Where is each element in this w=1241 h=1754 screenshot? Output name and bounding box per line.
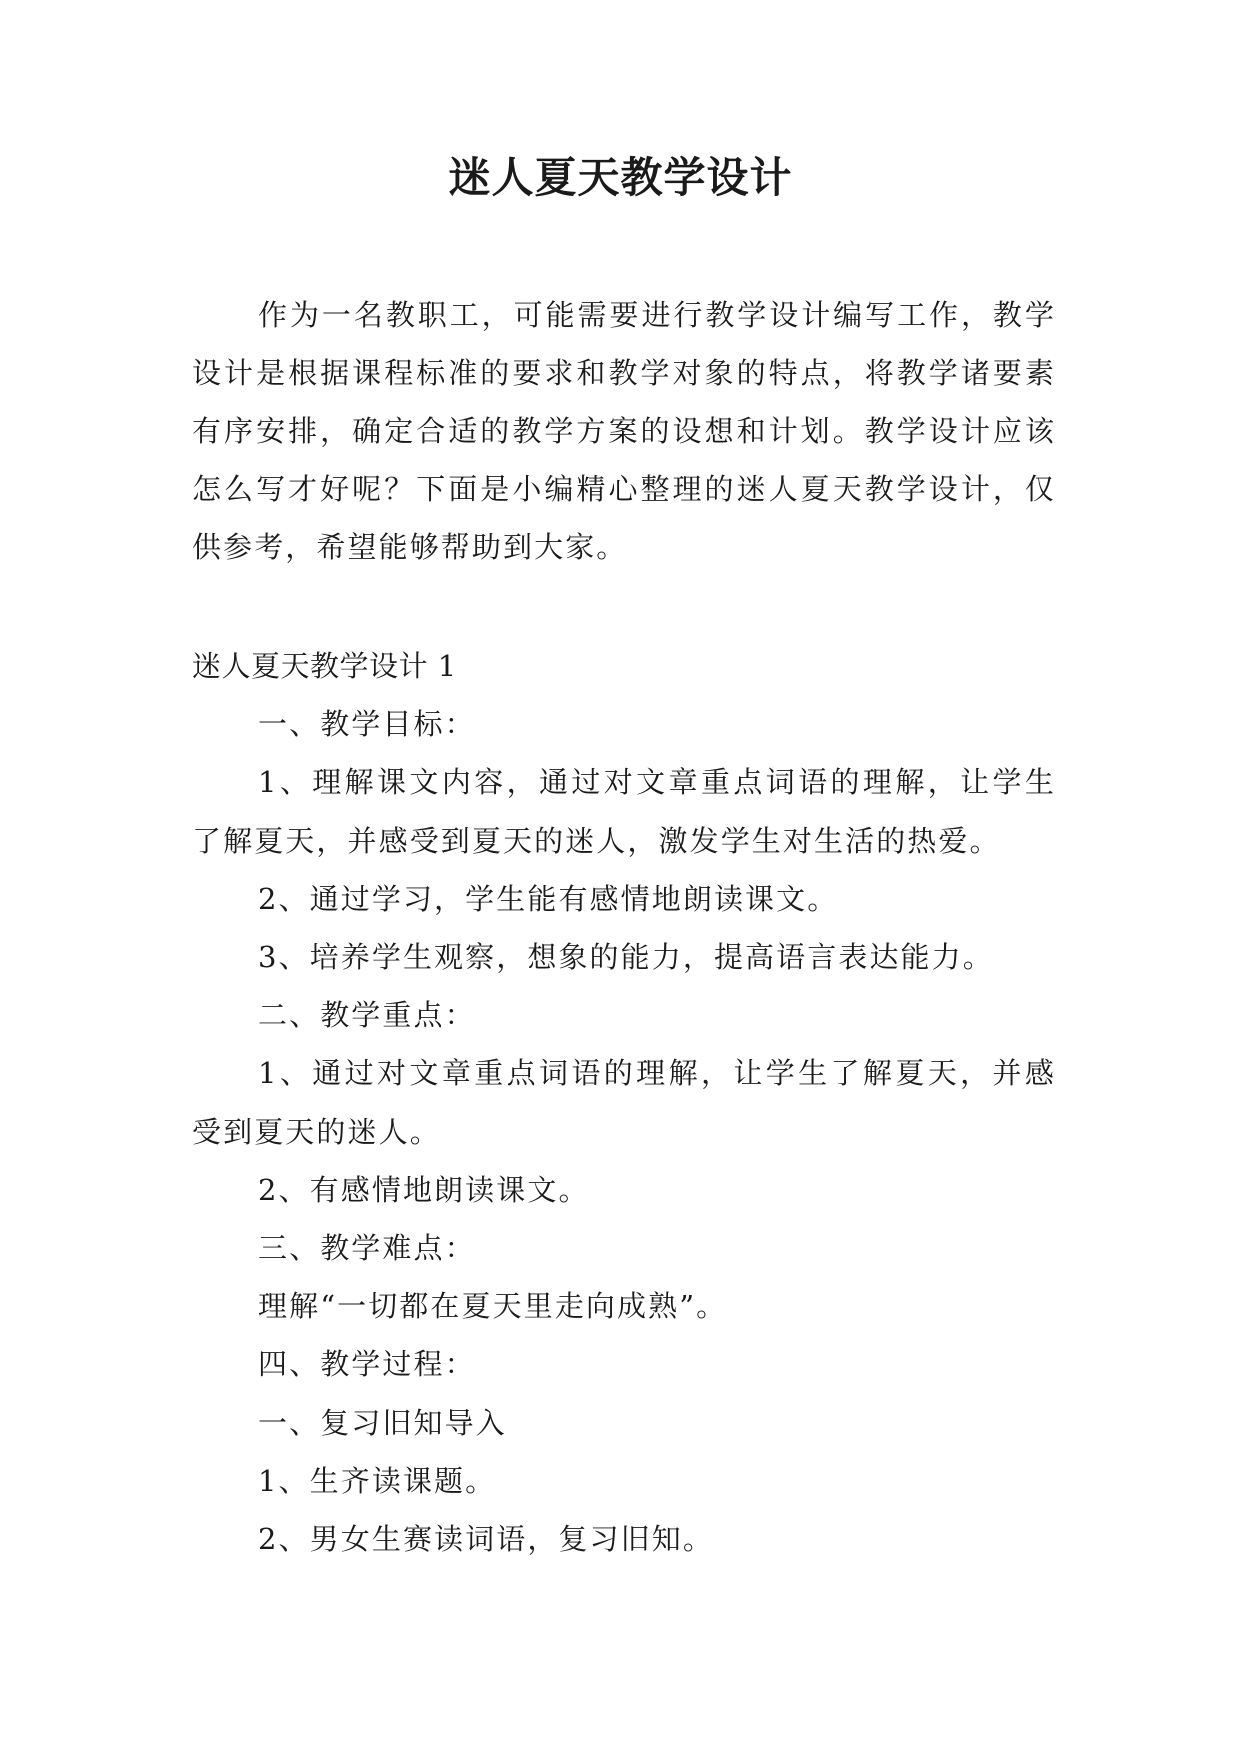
difficulty-heading: 三、教学难点： (258, 1231, 476, 1266)
process-step-item-1: 1、生齐读课题。 (258, 1463, 497, 1498)
key-point-item-1: 1、通过对文章重点词语的理解，让学生了解夏天，并感受到夏天的迷人。 (192, 1056, 1056, 1149)
key-point-item-2: 2、有感情地朗读课文。 (258, 1172, 590, 1207)
key-point-heading: 二、教学重点： (258, 998, 476, 1033)
goal-item-2: 2、通过学习，学生能有感情地朗读课文。 (258, 881, 839, 916)
process-step-heading: 一、复习旧知导入 (258, 1405, 507, 1440)
goal-heading: 一、教学目标： (258, 707, 476, 742)
section-heading: 迷人夏天教学设计 1 (192, 649, 457, 683)
goal-item-1: 1、理解课文内容，通过对文章重点词语的理解，让学生了解夏天，并感受到夏天的迷人，激发学生对生活的热爱。 (192, 765, 1056, 858)
difficulty-item: 理解“一切都在夏天里走向成熟”。 (258, 1289, 728, 1324)
process-heading: 四、教学过程： (258, 1347, 476, 1382)
intro-paragraph: 作为一名教职工，可能需要进行教学设计编写工作，教学设计是根据课程标准的要求和教学对象的特点，将教学诸要素有序安排，确定合适的教学方案的设想和计划。教学设计应该怎么写才好呢？下面是小编精心整理的迷人夏天教学设计，仅供参考，希望能够帮助到大家。 (192, 298, 1056, 564)
lesson-plan-body (192, 637, 1056, 1568)
document-title: 迷人夏天教学设计 (448, 153, 793, 202)
goal-item-3: 3、培养学生观察，想象的能力，提高语言表达能力。 (258, 940, 994, 975)
process-step-item-2: 2、男女生赛读词语，复习旧知。 (258, 1522, 714, 1557)
